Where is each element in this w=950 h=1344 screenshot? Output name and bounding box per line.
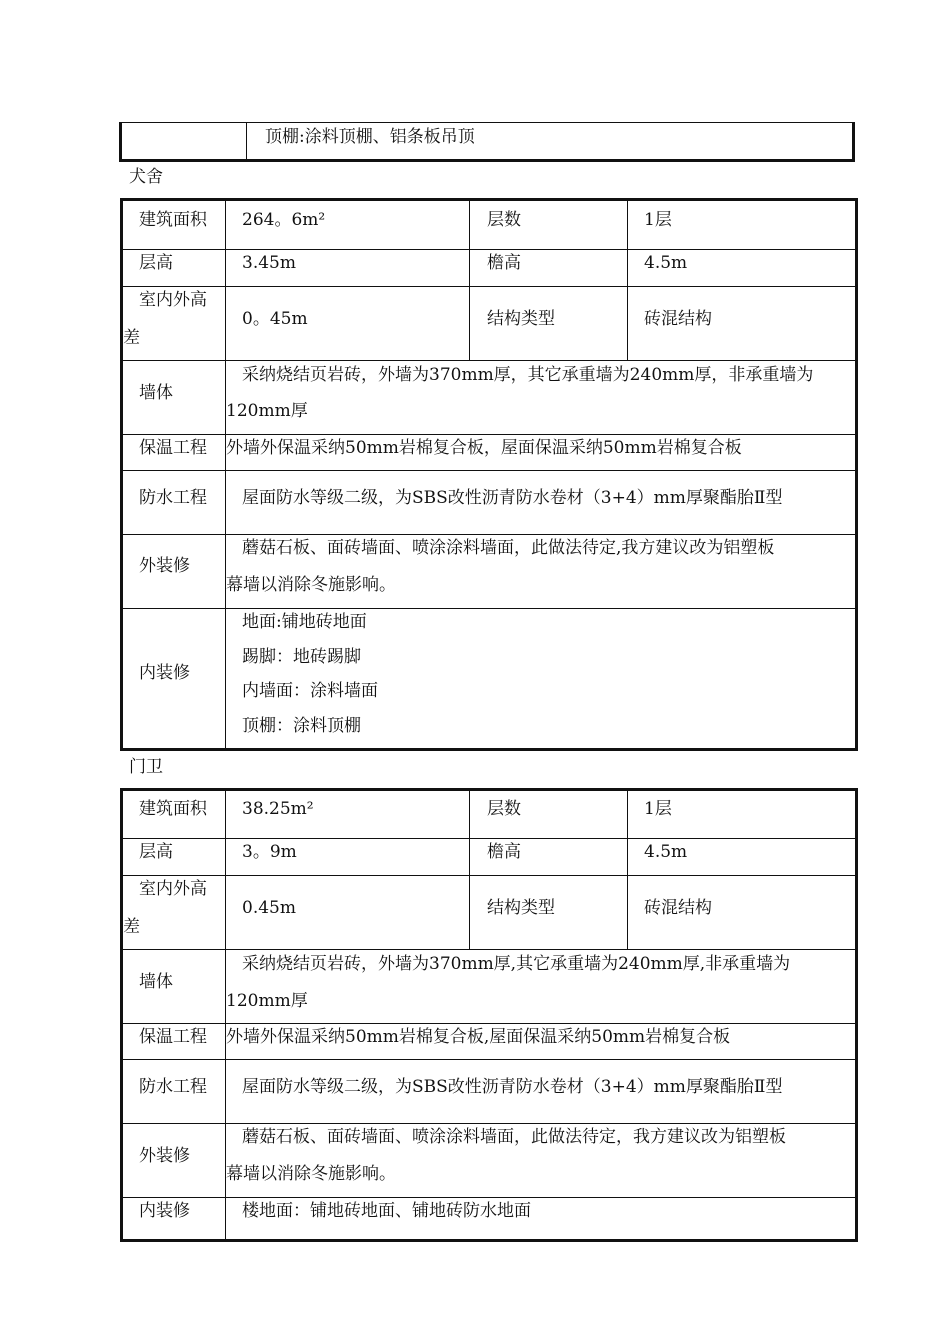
ext-line1: 蘑菇石板、面砖墙面、喷涂涂料墙面，此做法待定，我方建议改为铝塑板 [242, 1127, 786, 1147]
water-label: 防水工程 [139, 1077, 207, 1097]
rule [120, 534, 858, 535]
rule [120, 198, 858, 201]
rule [855, 788, 858, 1242]
rule [469, 198, 470, 361]
floors-value: 1层 [644, 799, 672, 819]
top-row-text: 顶棚:涂料顶棚、铝条板吊顶 [265, 127, 475, 147]
rule [120, 249, 858, 250]
rule [120, 875, 858, 876]
height-label: 层高 [139, 842, 173, 862]
int-line: 楼地面：铺地砖地面、铺地砖防水地面 [242, 1201, 531, 1221]
rule [120, 434, 858, 435]
int-line: 地面:铺地砖地面 [242, 612, 367, 632]
floors-value: 1层 [644, 210, 672, 230]
wall-line2: 120mm厚 [226, 991, 308, 1011]
rule [119, 159, 855, 162]
height-value: 3。9m [242, 842, 297, 862]
rule [120, 1197, 858, 1198]
water-value: 屋面防水等级二级，为SBS改性沥青防水卷材（3+4）mm厚聚酯胎Ⅱ型 [242, 488, 783, 508]
rule [469, 788, 470, 950]
insul-label: 保温工程 [139, 1027, 207, 1047]
rule [120, 838, 858, 839]
rule [627, 788, 628, 950]
ext-label: 外装修 [139, 556, 190, 576]
diff-label-line1: 室内外高 [139, 879, 207, 899]
eave-label: 檐高 [487, 253, 521, 273]
wall-line1: 采纳烧结页岩砖，外墙为370mm厚，其它承重墙为240mm厚，非承重墙为 [242, 365, 814, 385]
ext-label: 外装修 [139, 1146, 190, 1166]
height-label: 层高 [139, 253, 173, 273]
rule [120, 360, 858, 361]
int-label: 内装修 [139, 663, 190, 683]
ext-line2: 幕墙以消除冬施影响。 [226, 1164, 396, 1184]
water-label: 防水工程 [139, 488, 207, 508]
rule [120, 1239, 858, 1242]
floors-label: 层数 [487, 210, 521, 230]
rule [246, 122, 247, 160]
structure-label: 结构类型 [487, 898, 555, 918]
int-line: 踢脚：地砖踢脚 [242, 647, 361, 667]
ext-line1: 蘑菇石板、面砖墙面、喷涂涂料墙面，此做法待定,我方建议改为铝塑板 [242, 538, 775, 558]
rule [855, 198, 858, 751]
diff-label-line2: 差 [123, 917, 140, 937]
ext-line2: 幕墙以消除冬施影响。 [226, 575, 396, 595]
int-line: 内墙面：涂料墙面 [242, 681, 378, 701]
int-label: 内装修 [139, 1201, 190, 1221]
diff-label-line2: 差 [123, 328, 140, 348]
rule [627, 198, 628, 361]
rule [120, 198, 123, 751]
rule [120, 608, 858, 609]
height-value: 3.45m [242, 253, 296, 273]
eave-value: 4.5m [644, 842, 688, 862]
wall-line1: 采纳烧结页岩砖，外墙为370mm厚,其它承重墙为240mm厚,非承重墙为 [242, 954, 791, 974]
diff-value: 0。45m [242, 309, 308, 329]
rule [119, 122, 122, 162]
wall-label: 墙体 [139, 972, 173, 992]
rule [120, 470, 858, 471]
rule [120, 1123, 858, 1124]
section-title: 门卫 [129, 757, 163, 777]
structure-label: 结构类型 [487, 309, 555, 329]
rule [225, 198, 226, 751]
area-value: 264。6m² [242, 210, 326, 230]
floors-label: 层数 [487, 799, 521, 819]
rule [852, 122, 855, 162]
insul-value: 外墙外保温采纳50mm岩棉复合板,屋面保温采纳50mm岩棉复合板 [226, 1027, 731, 1047]
rule [120, 788, 858, 791]
wall-line2: 120mm厚 [226, 401, 308, 421]
rule [120, 1059, 858, 1060]
section-title: 犬舍 [129, 167, 163, 187]
insul-value: 外墙外保温采纳50mm岩棉复合板，屋面保温采纳50mm岩棉复合板 [226, 438, 742, 458]
rule [120, 748, 858, 751]
diff-value: 0.45m [242, 898, 296, 918]
area-label: 建筑面积 [139, 210, 207, 230]
water-value: 屋面防水等级二级，为SBS改性沥青防水卷材（3+4）mm厚聚酯胎Ⅱ型 [242, 1077, 783, 1097]
wall-label: 墙体 [139, 383, 173, 403]
rule [119, 122, 855, 123]
rule [120, 949, 858, 950]
insul-label: 保温工程 [139, 438, 207, 458]
rule [120, 286, 858, 287]
area-label: 建筑面积 [139, 799, 207, 819]
rule [120, 1023, 858, 1024]
eave-value: 4.5m [644, 253, 688, 273]
int-line: 顶棚：涂料顶棚 [242, 716, 361, 736]
structure-value: 砖混结构 [644, 309, 712, 329]
diff-label-line1: 室内外高 [139, 290, 207, 310]
eave-label: 檐高 [487, 842, 521, 862]
rule [120, 788, 123, 1242]
structure-value: 砖混结构 [644, 898, 712, 918]
area-value: 38.25m² [242, 799, 314, 819]
